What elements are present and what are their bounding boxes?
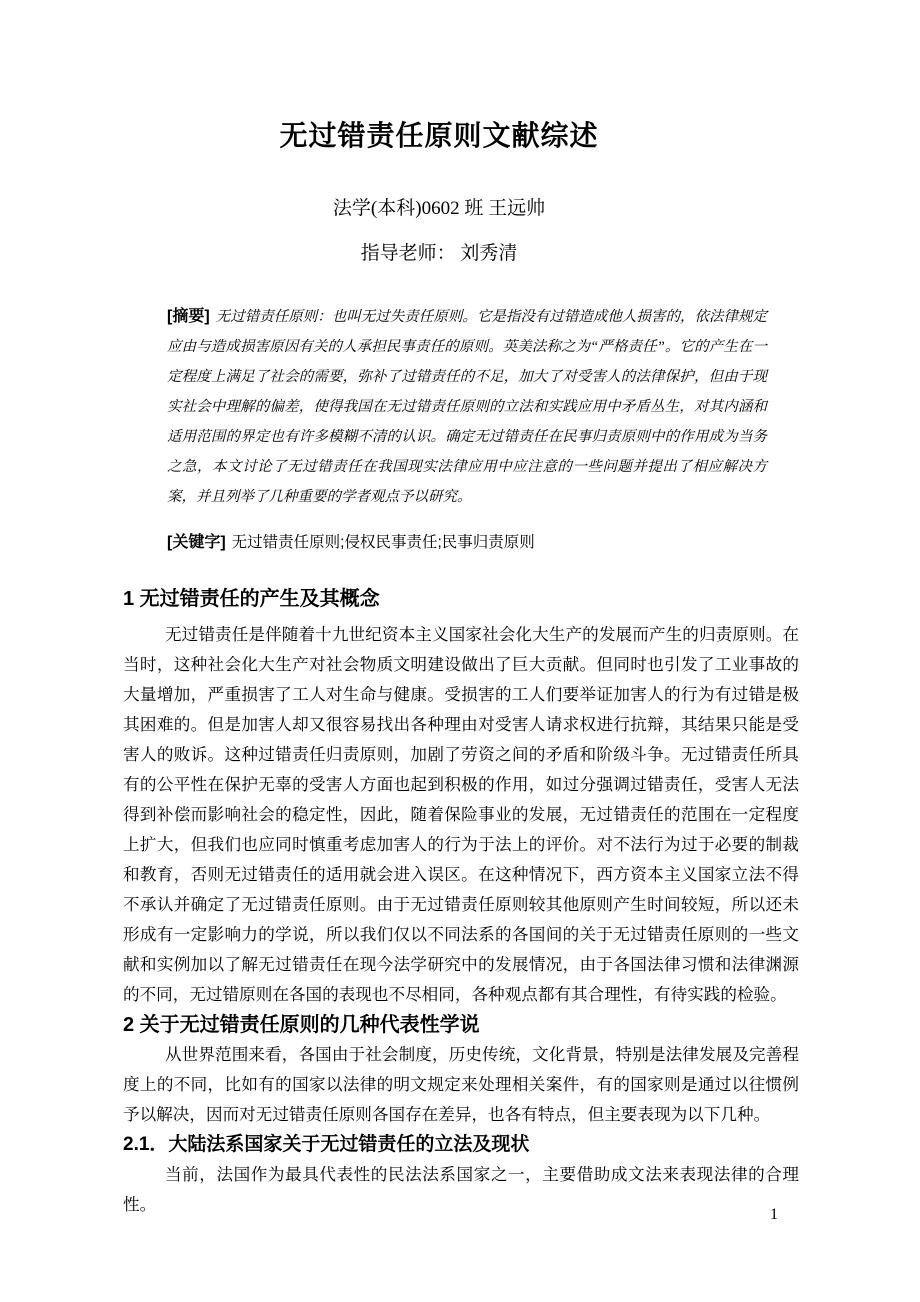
section-1-paragraph: 无过错责任是伴随着十九世纪资本主义国家社会化大生产的发展而产生的归责原则。在当时，这种社会化大生产对社会物质文明建设做出了巨大贡献。但同时也引发了工业事故的大量增加，严重损害了工人对生命与健康。受损害的工人们要举证加害人的行为有过错是极其困难的。但是加害人却又很容易找出各种理由对受害人请求权进行抗辩，其结果只能是受害人的败诉。这种过错责任归责原则，加剧了劳资之间的矛盾和阶级斗争。无过错责任所具有的公平性在保护无辜的受害人方面也起到积极的作用，如过分强调过错责任，受害人无法得到补偿而影响社会的稳定性，因此，随着保险事业的发展，无过错责任的范围在一定程度上扩大，但我们也应同时慎重考虑加害人的行为于法上的评价。对不法行为过于必要的制裁和教育，否则无过错责任的适用就会进入误区。在这种情况下，西方资本主义国家立法不得不承认并确定了无过错责任原则。由于无过错责任原则较其他原则产生时间较短，所以还未形成有一定影响力的学说，所以我们仅以不同法系的各国间的关于无过错责任原则的一些文献和实例加以了解无过错责任在现今法学研究中的发展情况，由于各国法律习惯和法律渊源的不同，无过错原则在各国的表现也不尽相同，各种观点都有其合理性，有待实践的检验。 — [123, 624, 799, 1004]
abstract-block — [123, 302, 799, 558]
section-2-1-paragraph: 当前，法国作为最具代表性的民法法系国家之一，主要借助成文法来表现法律的合理性。 — [123, 1164, 799, 1214]
section-2-1-heading: 2.1．大陆法系国家关于无过错责任的立法及现状 — [123, 1133, 530, 1155]
section-2-heading: 2 关于无过错责任原则的几种代表性学说 — [123, 1013, 480, 1036]
document-content — [123, 0, 799, 1220]
page-number: 1 — [770, 1206, 778, 1223]
section-2-paragraph: 从世界范围来看，各国由于社会制度，历史传统，文化背景，特别是法律发展及完善程度上的不同，比如有的国家以法律的明文规定来处理相关案件，有的国家则是通过以往惯例予以解决，因而对无过错责任原则各国存在差异，也各有特点，但主要表现为以下几种。 — [123, 1044, 799, 1124]
author-line: 法学(本科)0602 班 王远帅 — [332, 198, 546, 219]
keywords-label: [关键字] — [167, 533, 226, 551]
keywords-line — [167, 528, 767, 558]
document-title: 无过错责任原则文献综述 — [279, 120, 599, 151]
abstract-label: [摘要] — [167, 308, 210, 325]
abstract-text: 无过错责任原则：也叫无过失责任原则。它是指没有过错造成他人损害的，依法律规定应由与造成损害原因有关的人承担民事责任的原则。英美法称之为“严格责任”。它的产生在一定程度上满足了社会的需要，弥补了过错责任的不足，加大了对受害人的法律保护，但由于现实社会中理解的偏差，使得我国在无过错责任原则的立法和实践应用中矛盾丛生，对其内涵和适用范围的界定也有许多模糊不清的认识。确定无过错责任在民事归责原则中的作用成为当务之急，本文讨论了无过错责任在我国现实法律应用中应注意的一些问题并提出了相应解决方案，并且列举了几种重要的学者观点予以研究。 — [167, 309, 767, 505]
advisor-line: 指导老师： 刘秀清 — [360, 243, 518, 264]
keywords-text: 无过错责任原则;侵权民事责任;民事归责原则 — [231, 533, 535, 551]
section-1-heading: 1 无过错责任的产生及其概念 — [123, 587, 380, 610]
abstract-paragraph — [167, 302, 767, 512]
